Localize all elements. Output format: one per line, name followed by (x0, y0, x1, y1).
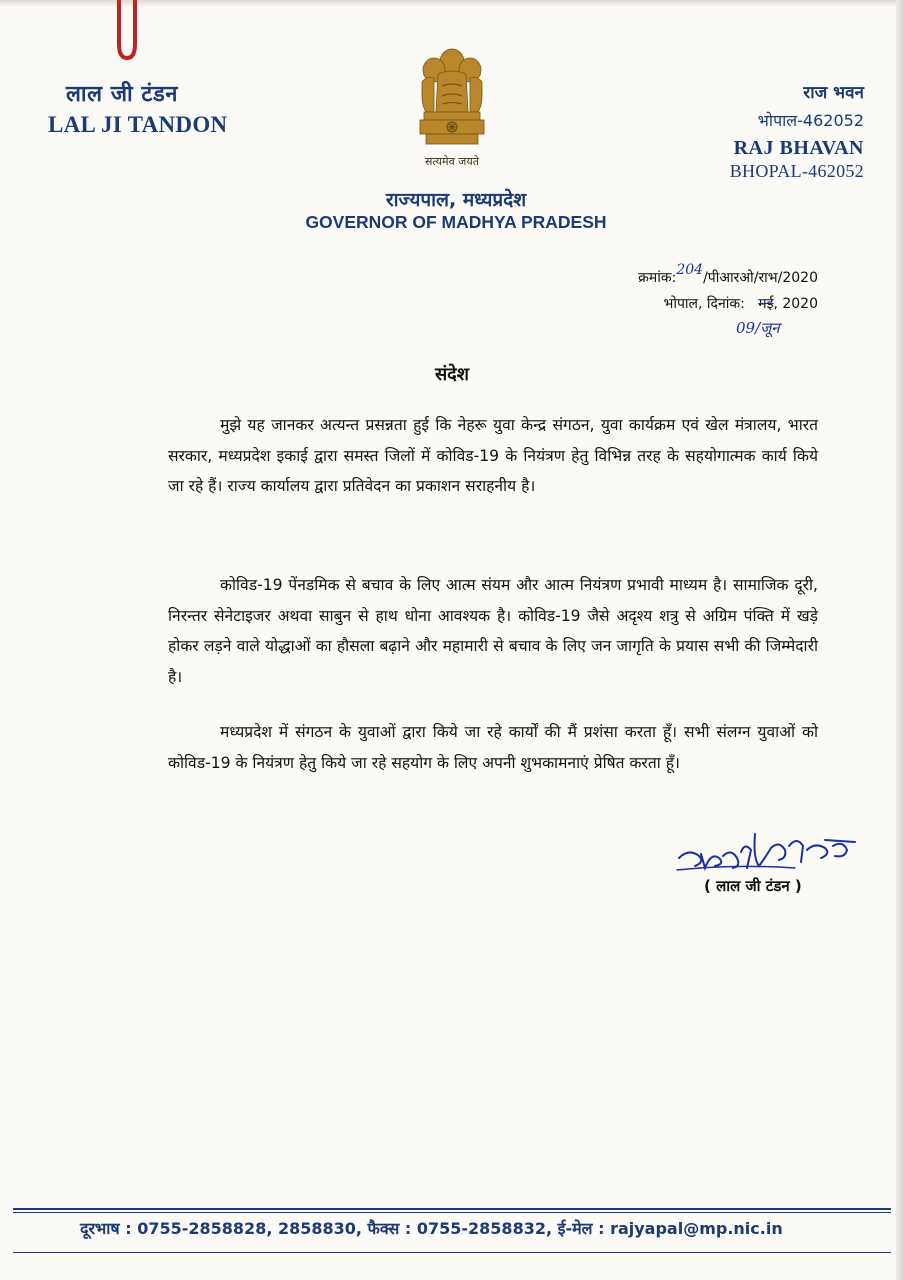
message-paragraph (168, 570, 818, 692)
date-line (663, 294, 818, 313)
signatory-name: ( लाल जी टंडन ) (704, 877, 802, 895)
designation-english: GOVERNOR OF MADHYA PRADESH (305, 212, 607, 232)
reference-suffix: /पीआरओ/राभ/2020 (703, 270, 818, 286)
reference-handwritten-number: 204 (676, 262, 704, 278)
paragraph-text: कोविड-19 पेंनडमिक से बचाव के लिए आत्म संयम और आत्म नियंत्रण प्रभावी माध्यम है। सामाजिक दूरी, निरन्तर सेनेटाइजर अथवा साबुन से हाथ धोना आवश्यक है। कोविड-19 जैसे अदृश्य शत्रु से अग्रिम पंक्ति में खड़े होकर लड़ने वाले योद्धाओं का हौसला बढ़ाने और महामारी से बचाव के लिए जन जागृति के प्रयास सभी की जिम्मेदारी है। (168, 576, 818, 686)
struck-month: मई (758, 296, 774, 312)
message-paragraph (168, 717, 818, 778)
contact-footer: दूरभाष : 0755-2858828, 2858830, फैक्स : 0755-2858832, ई-मेल : rajyapal@mp.nic.in (80, 1219, 783, 1238)
city-english: BHOPAL-462052 (729, 161, 864, 181)
office-name-hindi: राज भवन (803, 83, 864, 103)
reference-number (638, 262, 818, 287)
message-paragraph (168, 410, 818, 502)
date-year: , 2020 (773, 296, 818, 312)
governor-name-hindi: लाल जी टंडन (66, 82, 178, 107)
designation-hindi: राज्यपाल, मध्यप्रदेश (385, 189, 527, 211)
reference-prefix: क्रमांक: (638, 270, 677, 286)
paper-clip-icon (105, 0, 145, 70)
governor-name-block (48, 78, 227, 138)
handwritten-date: 09/जून (736, 319, 780, 337)
footer-rule-top (13, 1208, 891, 1210)
footer-rule-bottom (13, 1252, 891, 1253)
office-name-english: RAJ BHAVAN (733, 137, 864, 159)
date-prefix: भोपाल, दिनांक: (663, 296, 745, 312)
national-emblem-icon (412, 46, 492, 152)
paragraph-text: मध्यप्रदेश में संगठन के युवाओं द्वारा किये जा रहे कार्यों की मैं प्रशंसा करता हूँ। सभी संलग्न युवाओं को कोविड-19 के नियंत्रण हेतु किये जा रहे सहयोग के लिए अपनी शुभकामनाएं प्रेषित करता हूँ। (168, 723, 818, 772)
governor-name-english: LAL JI TANDON (48, 112, 228, 137)
emblem-motto: सत्यमेव जयते (424, 155, 479, 168)
address-block (730, 80, 864, 182)
letter-subject: संदेश (435, 364, 469, 385)
footer-rule-top-thin (13, 1212, 891, 1213)
paragraph-text: मुझे यह जानकर अत्यन्त प्रसन्नता हुई कि नेहरू युवा केन्द्र संगठन, युवा कार्यक्रम एवं खेल मंत्रालय, भारत सरकार, मध्यप्रदेश इकाई द्वारा समस्त जिलों में कोविड-19 के नियंत्रण हेतु विभिन्न तरह के सहयोगात्मक कार्य किये जा रहे हैं। राज्य कार्यालय द्वारा प्रतिवेदन का प्रकाशन सराहनीय है। (168, 416, 818, 495)
city-hindi: भोपाल-462052 (757, 111, 864, 130)
